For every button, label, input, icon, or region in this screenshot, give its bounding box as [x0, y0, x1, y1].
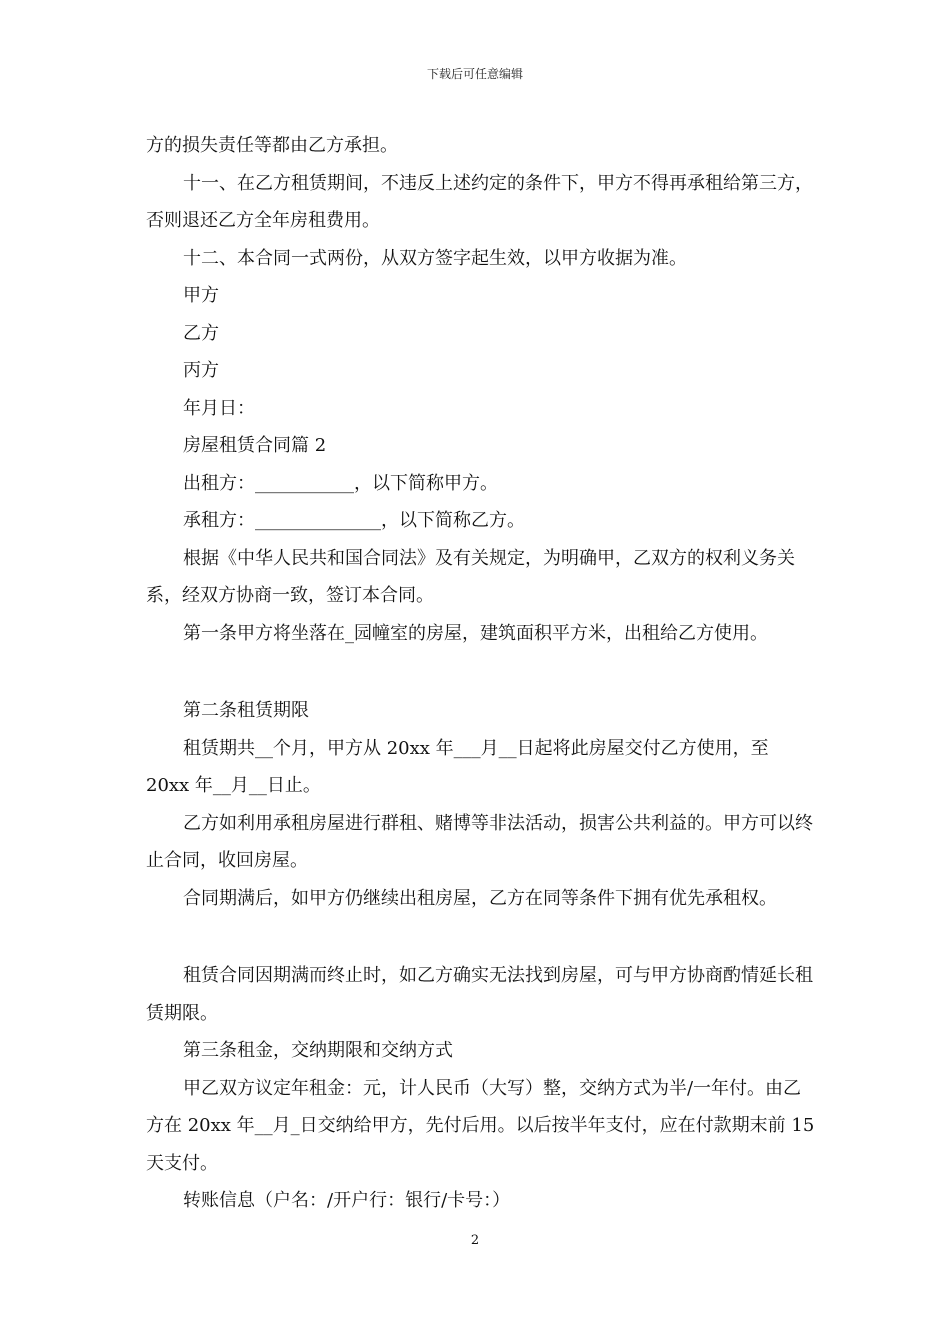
section-title: 房屋租赁合同篇 2: [183, 435, 327, 456]
paragraph: 乙方如利用承租房屋进行群租、赌博等非法活动，损害公共利益的。甲方可以终止合同，收回房屋。: [146, 812, 813, 871]
paragraph: 根据《中华人民共和国合同法》及有关规定，为明确甲，乙双方的权利义务关系，经双方协商一致，签订本合同。: [146, 547, 795, 606]
document-body: [146, 127, 816, 1220]
lessor-line: 出租方：___________，以下简称甲方。: [183, 472, 498, 494]
article-1: 第一条甲方将坐落在_园幢室的房屋，建筑面积平方米，出租给乙方使用。: [183, 622, 768, 644]
paragraph: 甲乙双方议定年租金：元，计人民币（大写）整，交纳方式为半/一年付。由乙方在 20xx 年__月_日交纳给甲方，先付后用。以后按半年支付，应在付款期末前 15 天支付。: [146, 1077, 815, 1174]
article-3-title: 第三条租金，交纳期限和交纳方式: [183, 1040, 453, 1061]
signature-party-a: 甲方: [183, 285, 219, 306]
signature-party-c: 丙方: [183, 360, 219, 381]
transfer-info: 转账信息（户名：/开户行：银行/卡号：）: [183, 1190, 511, 1211]
article-2-title: 第二条租赁期限: [183, 700, 309, 721]
paragraph: 方的损失责任等都由乙方承担。: [146, 135, 398, 156]
paragraph: 十二、本合同一式两份，从双方签字起生效，以甲方收据为准。: [183, 247, 687, 269]
lessee-line: 承租方：______________，以下简称乙方。: [183, 510, 525, 531]
paragraph: 十一、在乙方租赁期间，不违反上述约定的条件下，甲方不得再承租给第三方，否则退还乙方全年房租费用。: [146, 172, 813, 231]
paragraph: 租赁期共__个月，甲方从 20xx 年___月__日起将此房屋交付乙方使用，至 20xx 年__月__日止。: [146, 737, 769, 796]
page-number: 2: [470, 1233, 480, 1248]
signature-date: 年月日：: [183, 397, 255, 419]
paragraph: 合同期满后，如甲方仍继续出租房屋，乙方在同等条件下拥有优先承租权。: [183, 887, 777, 909]
paragraph: 租赁合同因期满而终止时，如乙方确实无法找到房屋，可与甲方协商酌情延长租赁期限。: [146, 965, 813, 1024]
signature-party-b: 乙方: [183, 322, 219, 344]
spacer: [146, 652, 816, 692]
page-header: 下载后可任意编辑: [426, 67, 523, 81]
spacer: [146, 917, 816, 957]
